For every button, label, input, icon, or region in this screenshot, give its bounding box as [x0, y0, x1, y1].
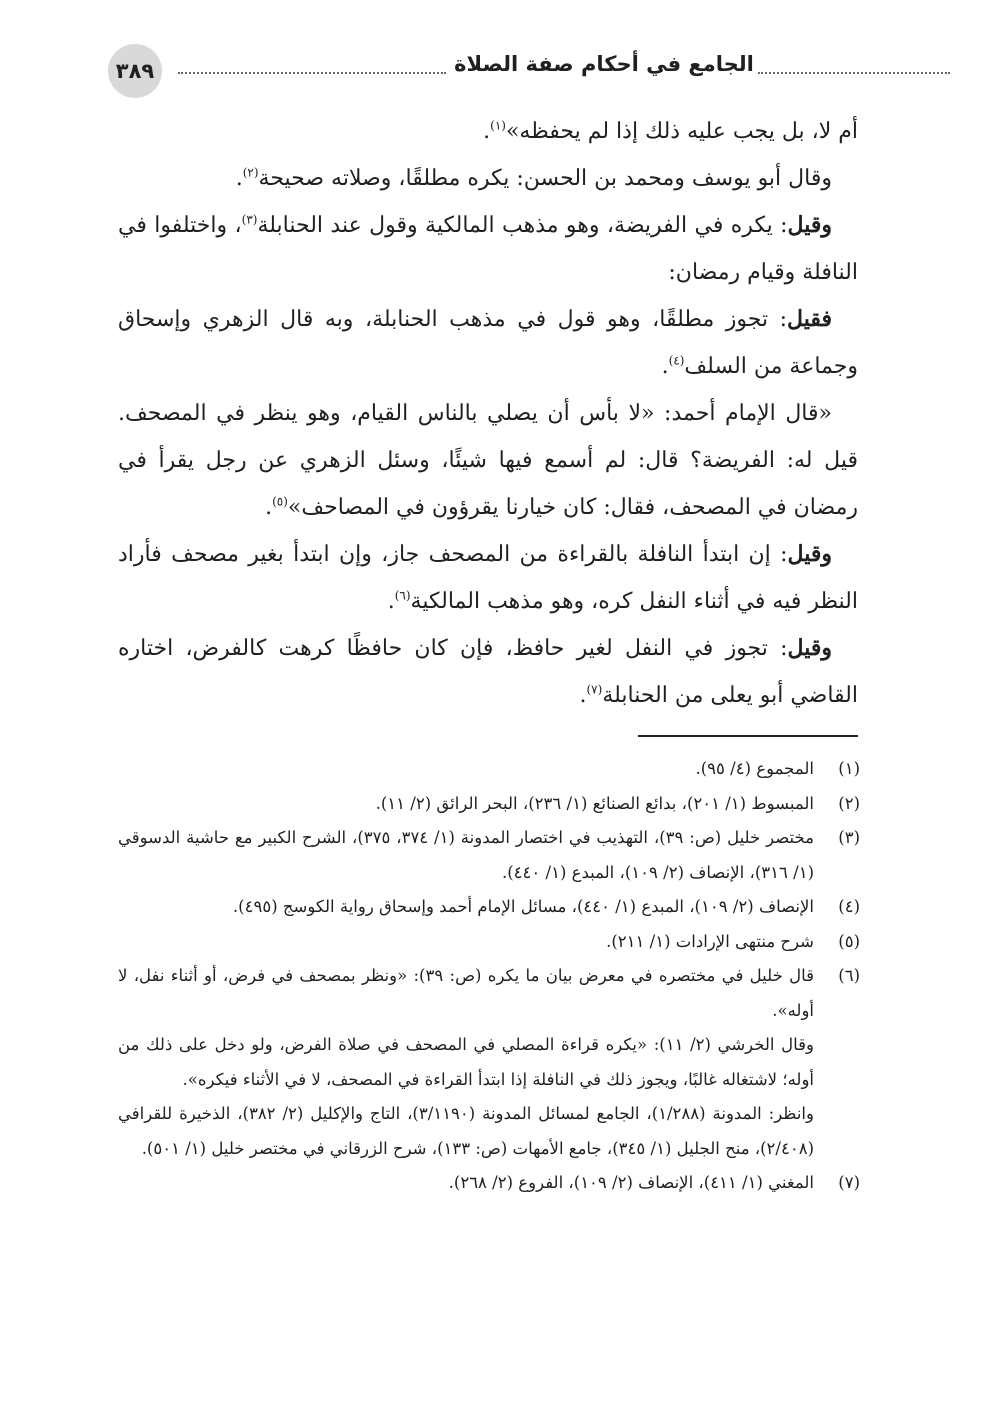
footnote-reference[interactable]: (٧)	[586, 682, 603, 697]
paragraph-text: ، واختلفوا في النافلة وقيام رمضان:	[118, 213, 858, 285]
footnote-number: (٤)	[838, 897, 860, 916]
paragraph-lead-word: وقيل	[787, 541, 832, 567]
running-header	[108, 44, 848, 96]
body-paragraph	[118, 108, 858, 155]
paragraph-text: : تجوز مطلقًا، وهو قول في مذهب الحنابلة، وبه قال الزهري وإسحاق وجماعة من السلف	[118, 307, 858, 379]
main-text	[118, 108, 858, 719]
body-paragraph	[118, 202, 858, 296]
footnote-number: (١)	[838, 759, 860, 778]
footnote-item	[118, 959, 860, 1028]
footnote-text: المبسوط (١/ ٢٠١)، بدائع الصنائع (١/ ٢٣٦)، البحر الرائق (٢/ ١١).	[375, 793, 814, 813]
header-dotted-leader	[178, 72, 446, 74]
footnote-reference[interactable]: (٦)	[394, 588, 411, 603]
paragraph-text: .	[265, 495, 273, 520]
footnote-item	[118, 752, 860, 787]
footnote-continuation: وانظر: المدونة (١/٢٨٨)، الجامع لمسائل المدونة (٣/١١٩٠)، التاج والإكليل (٢/ ٣٨٢)، الذخيرة للقرافي (٢/٤٠٨)، منح الجليل (١/ ٣٤٥)، جامع الأمهات (ص: ١٣٣)، شرح الزرقاني في مختصر خليل (١/ ٥٠١).	[118, 1104, 814, 1158]
footnote-reference[interactable]: (٢)	[242, 165, 259, 180]
footnote-item	[118, 890, 860, 925]
paragraph-text: أم لا، بل يجب عليه ذلك إذا لم يحفظه»	[505, 119, 858, 144]
footnote-item	[118, 787, 860, 822]
body-paragraph	[118, 296, 858, 390]
paragraph-text: .	[483, 119, 491, 144]
page-number: ٣٨٩	[108, 44, 162, 98]
paragraph-text: : إن ابتدأ النافلة بالقراءة من المصحف جاز، وإن ابتدأ بغير مصحف فأراد النظر فيه في أثناء النفل كره، وهو مذهب المالكية	[118, 542, 858, 614]
footnote-number: (٦)	[838, 966, 860, 985]
paragraph-text: .	[387, 589, 395, 614]
footnote-text: المجموع (٤/ ٩٥).	[695, 759, 814, 778]
footnote-continuation: وقال الخرشي (٢/ ١١): «يكره قراءة المصلي في المصحف في صلاة الفرض، ولو دخل على ذلك من أوله؛ لاشتغاله غالبًا، ويجوز ذلك في النافلة إذا ابتدأ القراءة في المصحف، لا في الأثناء فيكره».	[118, 1035, 814, 1089]
header-dotted-leader	[758, 72, 950, 74]
footnote-text: قال خليل في مختصره في معرض بيان ما يكره (ص: ٣٩): «ونظر بمصحف في فرض، أو أثناء نفل، لا أوله».	[118, 966, 814, 1020]
footnote-text: مختصر خليل (ص: ٣٩)، التهذيب في اختصار المدونة (١/ ٣٧٤، ٣٧٥)، الشرح الكبير مع حاشية الدسوقي (١/ ٣١٦)، الإنصاف (٢/ ١٠٩)، المبدع (١/ ٤٤٠).	[118, 828, 814, 882]
paragraph-lead-word: وقيل	[787, 635, 832, 661]
paragraph-text: «قال الإمام أحمد: «لا بأس أن يصلي بالناس القيام، وهو ينظر في المصحف. قيل له: الفريضة؟ قال: لم أسمع فيها شيئًا، وسئل الزهري عن رجل يقرأ في رمضان في المصحف، فقال: كان خيارنا يقرؤون في المصاحف»	[118, 401, 858, 520]
running-title: الجامع في أحكام صفة الصلاة	[454, 52, 754, 76]
footnote-reference[interactable]: (٣)	[241, 212, 258, 227]
footnote-item	[118, 925, 860, 960]
body-paragraph	[118, 390, 858, 531]
footnote-separator	[638, 735, 858, 737]
footnotes	[118, 752, 860, 1201]
paragraph-text: .	[235, 166, 243, 191]
paragraph-text: .	[661, 354, 669, 379]
footnote-number: (٢)	[838, 793, 860, 813]
footnote-reference[interactable]: (١)	[490, 118, 506, 133]
footnote-text: المغني (١/ ٤١١)، الإنصاف (٢/ ١٠٩)، الفروع (٢/ ٢٦٨).	[448, 1173, 814, 1192]
footnote-reference[interactable]: (٤)	[668, 353, 685, 368]
body-paragraph	[118, 625, 858, 719]
footnote-number: (٧)	[838, 1173, 860, 1192]
footnote-text: شرح منتهى الإرادات (١/ ٢١١).	[606, 931, 814, 951]
body-paragraph	[118, 531, 858, 625]
footnote-item	[118, 821, 860, 890]
paragraph-text: .	[579, 683, 587, 708]
paragraph-text: وقال أبو يوسف ومحمد بن الحسن: يكره مطلقًا، وصلاته صحيحة	[258, 166, 832, 191]
footnote-reference[interactable]: (٥)	[272, 494, 288, 509]
footnote-text: الإنصاف (٢/ ١٠٩)، المبدع (١/ ٤٤٠)، مسائل الإمام أحمد وإسحاق رواية الكوسج (٤٩٥).	[232, 897, 814, 916]
footnote-item	[118, 1166, 860, 1201]
footnote-number: (٣)	[838, 828, 860, 847]
body-paragraph	[118, 155, 858, 202]
paragraph-lead-word: وقيل	[787, 212, 832, 238]
paragraph-text: : تجوز في النفل لغير حافظ، فإن كان حافظًا كرهت كالفرض، اختاره القاضي أبو يعلى من الحنابلة	[118, 636, 858, 708]
paragraph-text: : يكره في الفريضة، وهو مذهب المالكية وقول عند الحنابلة	[257, 213, 788, 238]
footnote-number: (٥)	[838, 931, 860, 951]
paragraph-lead-word: فقيل	[787, 306, 832, 332]
